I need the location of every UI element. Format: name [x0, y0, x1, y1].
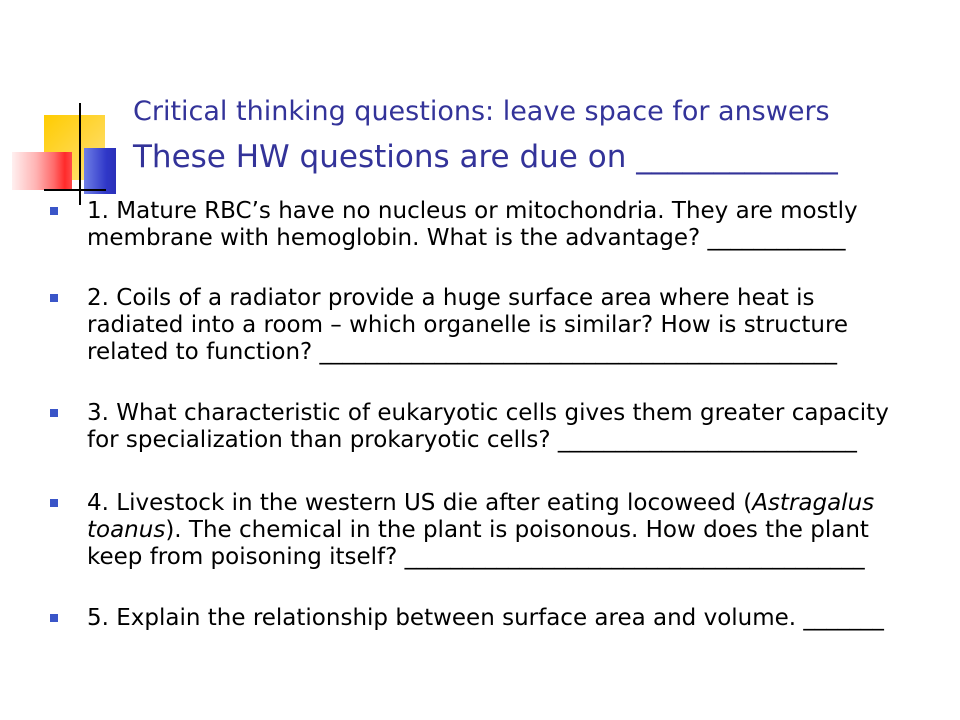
- bullet-marker: [50, 614, 58, 622]
- question-line: radiated into a room – which organelle is similar? How is structure: [87, 312, 849, 338]
- question-item-3: [87, 400, 889, 454]
- bullet-marker: [50, 409, 58, 417]
- question-text: ). The chemical in the plant is poisonous. How does the plant: [165, 517, 869, 543]
- bullet-marker: [50, 207, 58, 215]
- bullet-marker: [50, 294, 58, 302]
- question-line: related to function? _____________________________________________: [87, 339, 838, 365]
- question-line: 3. What characteristic of eukaryotic cells gives them greater capacity: [87, 400, 889, 426]
- question-item-2: [87, 285, 848, 366]
- question-line: 5. Explain the relationship between surface area and volume. _______: [87, 605, 884, 631]
- slide-title-line-2: These HW questions are due on _____________: [133, 139, 838, 175]
- question-line: for specialization than prokaryotic cells? __________________________: [87, 427, 857, 453]
- question-line: [87, 517, 874, 544]
- question-text: 4. Livestock in the western US die after eating locoweed (: [87, 490, 753, 516]
- decorative-horizontal-rule: [44, 189, 106, 191]
- question-line: 1. Mature RBC’s have no nucleus or mitochondria. They are mostly: [87, 198, 858, 224]
- species-name-italic: toanus: [87, 517, 166, 543]
- question-item-4: [87, 490, 874, 571]
- slide-title-line-1: Critical thinking questions: leave space for answers: [133, 96, 830, 127]
- bullet-marker: [50, 499, 58, 507]
- question-line: membrane with hemoglobin. What is the advantage? ____________: [87, 225, 846, 251]
- decorative-red-gradient-square: [12, 152, 72, 190]
- question-line: [87, 490, 874, 517]
- question-item-5: [87, 605, 884, 632]
- question-item-1: [87, 198, 858, 252]
- species-name-italic: Astragalus: [752, 490, 875, 516]
- decorative-blue-square: [84, 148, 116, 194]
- question-line: 2. Coils of a radiator provide a huge surface area where heat is: [87, 285, 815, 311]
- question-line: keep from poisoning itself? ________________________________________: [87, 544, 865, 570]
